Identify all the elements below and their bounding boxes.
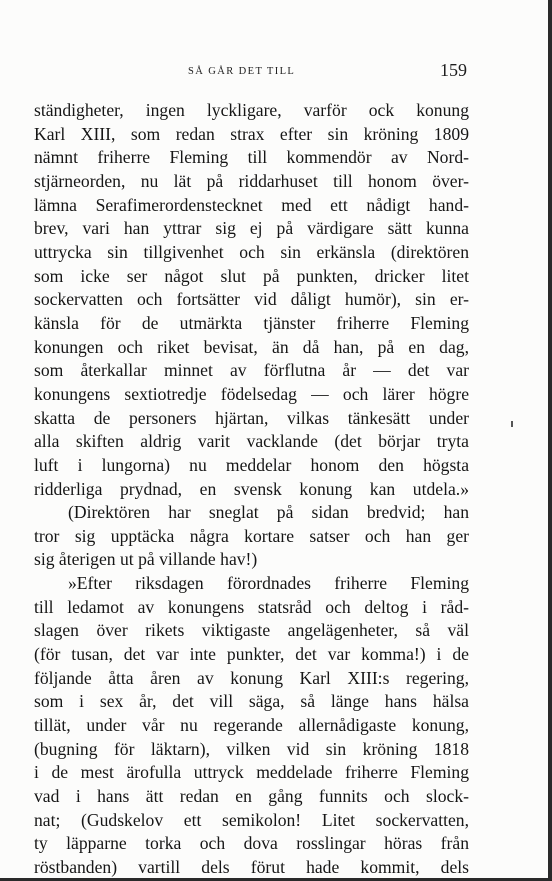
text-line: konungens sextiotredje födelsedag — och lärer högre [34, 383, 469, 404]
text-line: tillät, under vår nu regerande allernådigaste konung, [34, 715, 469, 736]
text-line: luft i lungorna) nu meddelar honom den högsta [34, 454, 469, 475]
text-line: (bugning för läktarn), vilken vid sin kröning 1818 [34, 738, 469, 759]
text-line: nat; (Gudskelov ett semikolon! Litet sockervatten, [34, 809, 469, 830]
body-text [34, 99, 469, 880]
text-line: (för tusan, det var inte punkter, det var komma!) i de [34, 644, 469, 665]
text-line: »Efter riksdagen förordnades friherre Fleming [68, 573, 469, 594]
text-line: ridderliga prydnad, en svensk konung kan utdela.» [34, 478, 469, 499]
text-line: som i sex år, det vill säga, så länge hans hälsa [34, 691, 469, 712]
text-line: (Direktören har sneglat på sidan bredvid; han [68, 502, 469, 523]
text-line: vad i hans ätt redan en gång funnits och slock- [34, 786, 469, 807]
text-line: sockervatten och fortsätter vid dåligt humör), sin er- [34, 289, 469, 310]
text-line: slagen över rikets viktigaste angelägenheter, så väl [34, 620, 469, 641]
text-line: brev, vari han yttrar sig ej på värdigare sätt kunna [34, 218, 469, 239]
page-number: 159 [440, 60, 467, 80]
text-line: alla skiften aldrig varit vacklande (det börjar tryta [34, 431, 469, 452]
text-line: som återkallar minnet av förflutna år — det var [34, 360, 469, 381]
text-line: Karl XIII, som redan strax efter sin kröning 1809 [34, 123, 469, 144]
text-line: röstbanden) vartill dels förut hade kommit, dels [34, 857, 469, 877]
text-line: sig återigen ut på villande hav!) [34, 549, 258, 570]
text-line: konungen och riket bevisat, än då han, på en dag, [34, 336, 469, 357]
text-line: känsla för de utmärkta tjänster friherre Fleming [34, 312, 469, 333]
text-line: skatta de personers hjärtan, vilkas tänkesätt under [34, 407, 469, 428]
text-line: ty läpparne torka och dova rosslingar höras från [34, 833, 469, 854]
text-line: stjärneorden, nu lät på riddarhuset till honom över- [34, 170, 469, 191]
margin-speck [511, 421, 513, 427]
text-line: uttrycka sin tillgivenhet och sin erkänsla (direktören [34, 241, 469, 262]
text-line: tror sig upptäcka några kortare satser och han ger [34, 525, 469, 546]
text-line: som icke ser något slut på punkten, dricker litet [34, 265, 469, 286]
text-line: ständigheter, ingen lyckligare, varför ock konung [34, 100, 469, 120]
scan-edge-right [548, 0, 552, 881]
text-line: i de mest ärofulla uttryck meddelade friherre Fleming [34, 762, 469, 783]
text-line: lämna Serafimerordenstecknet med ett nådigt hand- [34, 194, 469, 215]
text-line: följande åtta åren av konung Karl XIII:s regering, [34, 667, 469, 688]
running-title: SÅ GÅR DET TILL [188, 66, 296, 77]
text-line: till ledamot av konungens statsråd och deltog i råd- [34, 596, 469, 617]
text-line: nämnt friherre Fleming till kommendör av Nord- [34, 147, 469, 168]
